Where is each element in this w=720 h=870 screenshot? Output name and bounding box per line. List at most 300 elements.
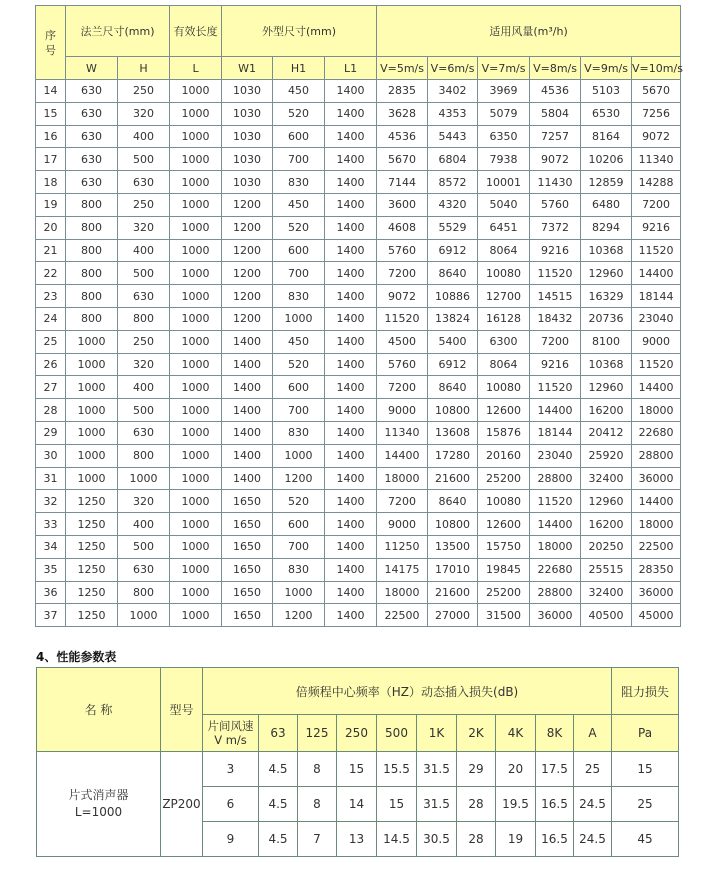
table-row [36, 490, 681, 513]
table-cell: 25920 [581, 444, 632, 467]
table-cell: 11520 [530, 262, 581, 285]
table-cell: 20 [36, 216, 66, 239]
subheader-cell: V=6m/s [428, 57, 478, 80]
table-cell: 9216 [530, 353, 581, 376]
table-cell: 6480 [581, 193, 632, 216]
table-cell: 1400 [222, 330, 273, 353]
table-cell: 1000 [170, 193, 222, 216]
table-cell: 600 [273, 239, 325, 262]
table-cell: 17280 [428, 444, 478, 467]
performance-table [36, 667, 679, 857]
table-cell: 4353 [428, 102, 478, 125]
table-cell: 700 [273, 148, 325, 171]
table-cell: 10080 [478, 262, 530, 285]
table-cell: 250 [118, 330, 170, 353]
table-cell: 1000 [66, 467, 118, 490]
table-cell: 1400 [222, 376, 273, 399]
table-cell: 700 [273, 535, 325, 558]
table-cell: 630 [66, 125, 118, 148]
table-cell: 10080 [478, 490, 530, 513]
table-cell: 5760 [377, 239, 428, 262]
table-row [36, 239, 681, 262]
table-cell: 1000 [66, 399, 118, 422]
table-cell: 32 [36, 490, 66, 513]
table-cell: 36000 [632, 581, 681, 604]
table-cell: 1000 [170, 148, 222, 171]
table-cell: 25200 [478, 467, 530, 490]
product-name-line1: 片式消声器 [68, 788, 129, 802]
table-cell: 18432 [530, 307, 581, 330]
table-cell: 1250 [66, 581, 118, 604]
table-cell: 1650 [222, 490, 273, 513]
table-cell: 20412 [581, 421, 632, 444]
table-row [36, 330, 681, 353]
table-cell: 22 [36, 262, 66, 285]
table-cell: 10080 [478, 376, 530, 399]
table-cell: 4.5 [259, 822, 298, 857]
table-cell: 11520 [530, 490, 581, 513]
subheader-cell: L1 [325, 57, 377, 80]
table-cell: 21600 [428, 467, 478, 490]
table-cell: 5079 [478, 102, 530, 125]
table-cell: 5670 [632, 80, 681, 103]
table-cell: 1000 [170, 239, 222, 262]
unit-header: Pa [612, 715, 679, 752]
table-cell: 630 [118, 558, 170, 581]
table-cell: 3 [203, 752, 259, 787]
frequency-header: 4K [496, 715, 536, 752]
table-cell: 14400 [530, 399, 581, 422]
table-cell: 14288 [632, 171, 681, 194]
table-cell: 1000 [170, 330, 222, 353]
table-cell: 1400 [325, 558, 377, 581]
table-cell: 320 [118, 353, 170, 376]
table-cell: 1200 [222, 216, 273, 239]
table-cell: 1000 [66, 330, 118, 353]
table-cell: 3969 [478, 80, 530, 103]
frequency-header: 63 [259, 715, 298, 752]
section-title: 4、性能参数表 [36, 650, 117, 664]
frequency-header: 125 [298, 715, 337, 752]
table-cell: 14400 [530, 513, 581, 536]
table-cell: 18144 [632, 285, 681, 308]
table-cell: 28800 [632, 444, 681, 467]
table-cell: 1000 [170, 102, 222, 125]
table-cell: 1000 [170, 125, 222, 148]
table-cell: 1400 [325, 285, 377, 308]
table-cell: 45 [612, 822, 679, 857]
table-cell: 1400 [325, 102, 377, 125]
table-cell: 1000 [170, 581, 222, 604]
table-cell: 14.5 [377, 822, 417, 857]
table-cell: 5103 [581, 80, 632, 103]
table-cell: 5760 [530, 193, 581, 216]
header-frequency-loss: 倍频程中心频率（HZ）动态插入损失(dB) [203, 668, 612, 715]
table-cell: 11520 [377, 307, 428, 330]
header-seq: 序 号 [36, 6, 66, 80]
table-cell: 1400 [325, 376, 377, 399]
table-cell: 1400 [325, 330, 377, 353]
table-cell: 1200 [222, 239, 273, 262]
table-cell: 7938 [478, 148, 530, 171]
table-cell: 28 [457, 822, 496, 857]
table-cell: 34 [36, 535, 66, 558]
table-cell: 9072 [377, 285, 428, 308]
table-cell: 1400 [222, 421, 273, 444]
table-cell: 800 [118, 307, 170, 330]
table-cell: 28800 [530, 467, 581, 490]
table-cell: 21600 [428, 581, 478, 604]
table-cell: 1000 [170, 558, 222, 581]
table-cell: 30.5 [417, 822, 457, 857]
table-cell: 1400 [325, 604, 377, 627]
subheader-cell: V=8m/s [530, 57, 581, 80]
table-cell: 4500 [377, 330, 428, 353]
table-cell: 700 [273, 262, 325, 285]
header-resistance-loss: 阻力损失 [612, 668, 679, 715]
table-cell: 19845 [478, 558, 530, 581]
table-cell: 5529 [428, 216, 478, 239]
table-cell: 7256 [632, 102, 681, 125]
table-cell: 600 [273, 125, 325, 148]
table-cell: 11520 [632, 353, 681, 376]
table-cell: 1650 [222, 535, 273, 558]
table-cell: 800 [66, 307, 118, 330]
table-cell: 22500 [377, 604, 428, 627]
header-airflow: 适用风量(m³/h) [377, 6, 681, 57]
table-cell: 12600 [478, 513, 530, 536]
table-cell: 500 [118, 535, 170, 558]
table-cell: 1000 [170, 80, 222, 103]
table-cell: 28350 [632, 558, 681, 581]
table-cell: 16.5 [536, 822, 574, 857]
table-cell: 18144 [530, 421, 581, 444]
table-cell: 6300 [478, 330, 530, 353]
table-cell: 18000 [632, 513, 681, 536]
table-cell: 400 [118, 513, 170, 536]
table-cell: 1400 [325, 467, 377, 490]
table-cell: 1400 [325, 513, 377, 536]
table-row [36, 421, 681, 444]
table-cell: 5760 [377, 353, 428, 376]
table-cell: 22680 [632, 421, 681, 444]
table-cell: 17 [36, 148, 66, 171]
table-cell: 1400 [325, 171, 377, 194]
table-cell: 8640 [428, 376, 478, 399]
table-cell: 520 [273, 102, 325, 125]
table-cell: 1000 [170, 216, 222, 239]
table-row [36, 513, 681, 536]
table-cell: 16128 [478, 307, 530, 330]
table-cell: 700 [273, 399, 325, 422]
table-cell: 11430 [530, 171, 581, 194]
table-cell: 9000 [377, 513, 428, 536]
table-cell: 18000 [632, 399, 681, 422]
dimension-airflow-table [35, 5, 681, 627]
table-row [36, 171, 681, 194]
table-cell: 1000 [170, 421, 222, 444]
table-cell: 16200 [581, 513, 632, 536]
table-row [36, 467, 681, 490]
subheader-cell: V=7m/s [478, 57, 530, 80]
frequency-header: A [574, 715, 612, 752]
table-cell: 7144 [377, 171, 428, 194]
table-cell: 36 [36, 581, 66, 604]
header-name: 名 称 [37, 668, 161, 752]
table-cell: 1250 [66, 490, 118, 513]
table-cell: 11250 [377, 535, 428, 558]
table-cell: 9072 [530, 148, 581, 171]
table-cell: 13824 [428, 307, 478, 330]
table-cell: 500 [118, 399, 170, 422]
table-cell: 1200 [222, 193, 273, 216]
table-cell: 630 [118, 421, 170, 444]
table-cell: 23040 [530, 444, 581, 467]
table-cell: 1000 [170, 604, 222, 627]
table-cell: 5443 [428, 125, 478, 148]
table-cell: 4.5 [259, 752, 298, 787]
table-cell: 17.5 [536, 752, 574, 787]
table-cell: 630 [66, 148, 118, 171]
subheader-cell: W1 [222, 57, 273, 80]
table-cell: 14515 [530, 285, 581, 308]
table-cell: 30 [36, 444, 66, 467]
table-cell: 8100 [581, 330, 632, 353]
table-cell: 1400 [325, 80, 377, 103]
table-cell: 1000 [66, 444, 118, 467]
table-cell: 17010 [428, 558, 478, 581]
table-row [36, 193, 681, 216]
subheader-cell: V=5m/s [377, 57, 428, 80]
table-cell: 21 [36, 239, 66, 262]
table-cell: 24 [36, 307, 66, 330]
table-cell: 830 [273, 171, 325, 194]
product-model: ZP200 [161, 752, 203, 857]
table-cell: 1030 [222, 80, 273, 103]
table-cell: 1400 [222, 467, 273, 490]
table-cell: 10206 [581, 148, 632, 171]
table-cell: 8 [298, 752, 337, 787]
table-cell: 1400 [325, 353, 377, 376]
table-row [36, 285, 681, 308]
table-cell: 1400 [325, 193, 377, 216]
table-cell: 1000 [170, 399, 222, 422]
table-cell: 6350 [478, 125, 530, 148]
table-cell: 6912 [428, 353, 478, 376]
table-cell: 18000 [377, 581, 428, 604]
table-cell: 24.5 [574, 822, 612, 857]
table-cell: 7 [298, 822, 337, 857]
table-cell: 31 [36, 467, 66, 490]
header-model: 型号 [161, 668, 203, 752]
table-cell: 1400 [325, 262, 377, 285]
table-cell: 1030 [222, 171, 273, 194]
subheader-cell: V=9m/s [581, 57, 632, 80]
table-cell: 20736 [581, 307, 632, 330]
table-cell: 16329 [581, 285, 632, 308]
table-cell: 630 [66, 171, 118, 194]
table-cell: 1400 [222, 444, 273, 467]
table-cell: 5670 [377, 148, 428, 171]
subheader-cell: W [66, 57, 118, 80]
table-cell: 14 [337, 787, 377, 822]
table-cell: 630 [66, 102, 118, 125]
header-effective-length: 有效长度 [170, 6, 222, 57]
table-cell: 1250 [66, 558, 118, 581]
table-cell: 1000 [170, 285, 222, 308]
table-cell: 1200 [273, 467, 325, 490]
table-cell: 25 [36, 330, 66, 353]
table-cell: 1400 [325, 421, 377, 444]
table-cell: 9216 [530, 239, 581, 262]
table-cell: 20160 [478, 444, 530, 467]
table-row [36, 581, 681, 604]
table-cell: 11340 [377, 421, 428, 444]
table-cell: 31500 [478, 604, 530, 627]
table-cell: 400 [118, 376, 170, 399]
table-cell: 18 [36, 171, 66, 194]
table-row [36, 102, 681, 125]
header-blade-speed [203, 715, 259, 752]
table-cell: 830 [273, 285, 325, 308]
table-cell: 45000 [632, 604, 681, 627]
table-cell: 4320 [428, 193, 478, 216]
frequency-header: 1K [417, 715, 457, 752]
table-cell: 1400 [222, 353, 273, 376]
table-cell: 6804 [428, 148, 478, 171]
table-cell: 1400 [325, 399, 377, 422]
table-cell: 12600 [478, 399, 530, 422]
table-cell: 830 [273, 421, 325, 444]
table-cell: 1650 [222, 513, 273, 536]
table-cell: 1000 [170, 490, 222, 513]
table-cell: 520 [273, 216, 325, 239]
table-cell: 28800 [530, 581, 581, 604]
table-cell: 18000 [377, 467, 428, 490]
table-cell: 14175 [377, 558, 428, 581]
table-cell: 450 [273, 193, 325, 216]
table-cell: 36000 [530, 604, 581, 627]
table-cell: 15 [337, 752, 377, 787]
table-cell: 500 [118, 262, 170, 285]
table-cell: 1000 [273, 307, 325, 330]
table-cell: 3600 [377, 193, 428, 216]
table-cell: 22680 [530, 558, 581, 581]
table-cell: 25200 [478, 581, 530, 604]
table-cell: 25 [612, 787, 679, 822]
table-cell: 37 [36, 604, 66, 627]
table-cell: 14400 [632, 490, 681, 513]
table-cell: 1400 [325, 216, 377, 239]
table-cell: 13608 [428, 421, 478, 444]
table-cell: 15876 [478, 421, 530, 444]
table-cell: 14400 [632, 376, 681, 399]
table-cell: 2835 [377, 80, 428, 103]
table-cell: 1000 [118, 467, 170, 490]
table-cell: 600 [273, 376, 325, 399]
table-cell: 1200 [273, 604, 325, 627]
table-cell: 5804 [530, 102, 581, 125]
table-cell: 7200 [530, 330, 581, 353]
table-cell: 450 [273, 330, 325, 353]
table-row [36, 148, 681, 171]
table-cell: 800 [66, 262, 118, 285]
table-cell: 25515 [581, 558, 632, 581]
table-cell: 18000 [530, 535, 581, 558]
table-cell: 1000 [170, 353, 222, 376]
table-cell: 800 [66, 239, 118, 262]
table-cell: 1400 [222, 399, 273, 422]
table-cell: 8064 [478, 353, 530, 376]
header-outer-size: 外型尺寸(mm) [222, 6, 377, 57]
table-cell: 450 [273, 80, 325, 103]
table-cell: 8640 [428, 262, 478, 285]
table-cell: 12960 [581, 376, 632, 399]
table-row [36, 535, 681, 558]
table-cell: 1400 [325, 239, 377, 262]
table-row [36, 80, 681, 103]
table-cell: 15 [377, 787, 417, 822]
table-cell: 24.5 [574, 787, 612, 822]
table-cell: 27000 [428, 604, 478, 627]
table-cell: 35 [36, 558, 66, 581]
table-cell: 1030 [222, 125, 273, 148]
subheader-cell: H [118, 57, 170, 80]
table-row [36, 262, 681, 285]
table-row [36, 444, 681, 467]
table-cell: 1000 [118, 604, 170, 627]
table-cell: 320 [118, 216, 170, 239]
table-cell: 32400 [581, 581, 632, 604]
table-cell: 1000 [170, 171, 222, 194]
table-cell: 9000 [377, 399, 428, 422]
table-cell: 12960 [581, 490, 632, 513]
table-cell: 1000 [170, 535, 222, 558]
table-cell: 15 [612, 752, 679, 787]
table-cell: 28 [457, 787, 496, 822]
table-row [36, 604, 681, 627]
table-row [36, 125, 681, 148]
table-cell: 800 [118, 581, 170, 604]
table-cell: 10800 [428, 513, 478, 536]
table-cell: 31.5 [417, 752, 457, 787]
table-cell: 1030 [222, 102, 273, 125]
table-cell: 11520 [530, 376, 581, 399]
table-cell: 29 [457, 752, 496, 787]
table-cell: 4536 [377, 125, 428, 148]
table-cell: 14400 [632, 262, 681, 285]
header-flange-size: 法兰尺寸(mm) [66, 6, 170, 57]
table-cell: 14400 [377, 444, 428, 467]
table-cell: 1000 [170, 467, 222, 490]
frequency-header: 8K [536, 715, 574, 752]
table-cell: 8572 [428, 171, 478, 194]
table-cell: 4.5 [259, 787, 298, 822]
table-cell: 26 [36, 353, 66, 376]
table-cell: 9072 [632, 125, 681, 148]
table-cell: 20 [496, 752, 536, 787]
table-cell: 1400 [325, 581, 377, 604]
table-cell: 10368 [581, 353, 632, 376]
table-cell: 1400 [325, 490, 377, 513]
table-cell: 1400 [325, 148, 377, 171]
table-cell: 1000 [273, 444, 325, 467]
table-cell: 1400 [325, 535, 377, 558]
product-name [37, 752, 161, 857]
table-cell: 33 [36, 513, 66, 536]
table-cell: 27 [36, 376, 66, 399]
table-cell: 1000 [170, 307, 222, 330]
